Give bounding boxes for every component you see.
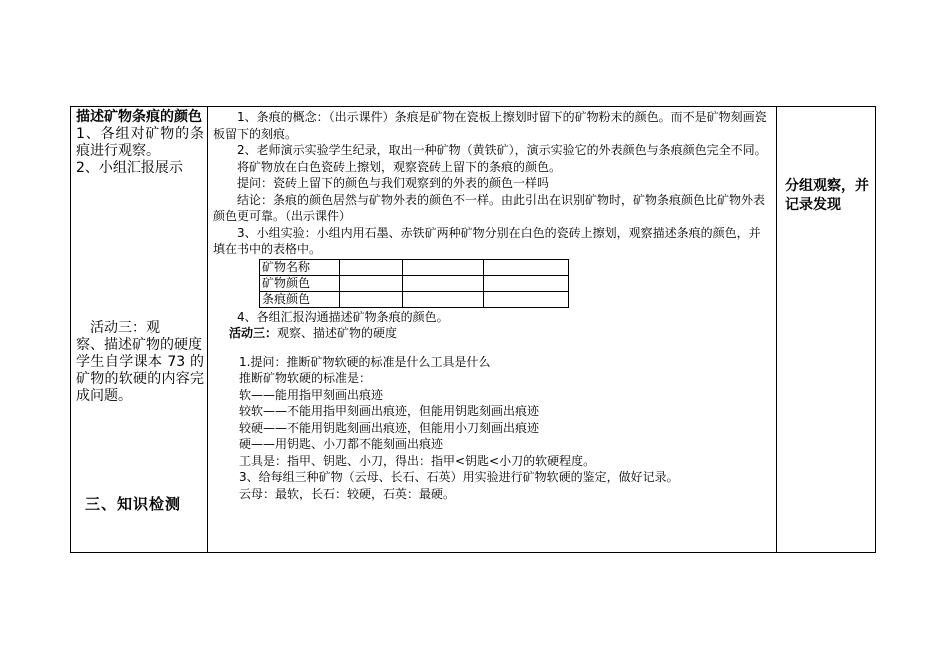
paragraph-report: 4、各组汇报沟通描述矿物条痕的颜色。: [237, 309, 449, 324]
left-activity-3: [76, 320, 204, 405]
left-column: [76, 109, 204, 177]
paragraph-rub: 将矿物放在白色瓷砖上擦划，观察瓷砖上留下的条痕的颜色。: [237, 159, 562, 174]
hardness-fairly-soft: 较软——不能用指甲刻画出痕迹，但能用钥匙刻画出痕迹: [239, 404, 540, 418]
table-cell: [340, 275, 403, 291]
paragraph-question: 提问：瓷砖上留下的颜色与我们观察到的外表的颜色一样吗: [237, 176, 550, 190]
paragraph-demo: 2、老师演示实验学生纪录，取出一种矿物（黄铁矿），演示实验它的外表颜色与条痕颜色完全不同。: [237, 143, 767, 157]
paragraph-streak-concept: 1、条痕的概念：（出示课件）条痕是矿物在瓷板上擦划时留下的矿物粉末的颜色。而不是矿物刻画瓷板留下的刻痕。: [213, 110, 767, 141]
table-row-label: 矿物颜色: [260, 275, 340, 291]
spacer: [213, 342, 771, 354]
self-study-text: 学生自学课本 73 的矿物的软硬的内容完成问题。: [76, 354, 204, 404]
hardness-fairly-hard: 较硬——不能用钥匙刻画出痕迹，但能用小刀刻画出痕迹: [239, 420, 540, 435]
column-divider: [207, 107, 208, 552]
table-row: [260, 275, 569, 291]
activity3-heading-rest: 察、描述矿物的硬度: [76, 337, 202, 353]
mineral-table: [259, 259, 569, 308]
table-row: [260, 259, 569, 275]
hardness-result: 云母：最软，长石：较硬，石英：最硬。: [239, 486, 456, 501]
left-item-2: 2、小组汇报展示: [76, 160, 183, 176]
tools-text: 工具是：指甲、钥匙、小刀，得出：指甲<钥匙<小刀的软硬程度。: [239, 453, 596, 468]
table-row: [260, 291, 569, 307]
table-row-label: 矿物名称: [260, 259, 340, 275]
activity3-title: 观察、描述矿物的硬度: [277, 326, 398, 340]
table-cell: [340, 291, 403, 307]
hardness-standard-intro: 推断矿物软硬的标准是：: [239, 371, 372, 385]
table-cell: [484, 291, 569, 307]
hardness-soft: 软——能用指甲刻画出痕迹: [239, 387, 384, 402]
hardness-hard: 硬——用钥匙、小刀都不能刻画出痕迹: [239, 437, 444, 451]
section-3-heading: 三、知识检测: [85, 495, 182, 513]
table-cell: [403, 291, 484, 307]
paragraph-hardness-experiment: 3、给每组三种矿物（云母、长石、石英）用实验进行矿物软硬的鉴定，做好记录。: [239, 470, 679, 484]
table-cell: [403, 259, 484, 275]
table-cell: [340, 259, 403, 275]
paragraph-conclusion: 结论：条痕的颜色居然与矿物外表的颜色不一样。由此引出在识别矿物时，矿物条痕颜色比矿物外表颜色更可靠。（出示课件）: [213, 192, 766, 223]
question-1: 1.提问：推断矿物软硬的标准是什么工具是什么: [239, 354, 491, 369]
table-cell: [484, 275, 569, 291]
table-row-label: 条痕颜色: [260, 291, 340, 307]
left-title: 描述矿物条痕的颜色: [76, 109, 202, 125]
left-item-1: 1、各组对矿物的条痕进行观察。: [76, 126, 204, 159]
paragraph-group-experiment: 3、小组实验：小组内用石墨、赤铁矿两种矿物分别在白色的瓷砖上擦划，观察描述条痕的颜色，并填在书中的表格中。: [213, 225, 761, 256]
activity3-heading-first: 活动三：观: [90, 320, 160, 336]
column-divider: [776, 107, 777, 552]
lesson-table: [70, 106, 876, 553]
middle-column: [213, 109, 771, 502]
activity3-line: [213, 325, 771, 342]
table-cell: [484, 259, 569, 275]
activity3-label: 活动三：: [229, 326, 278, 340]
right-note: 分组观察，并记录发现: [785, 178, 869, 213]
table-cell: [403, 275, 484, 291]
